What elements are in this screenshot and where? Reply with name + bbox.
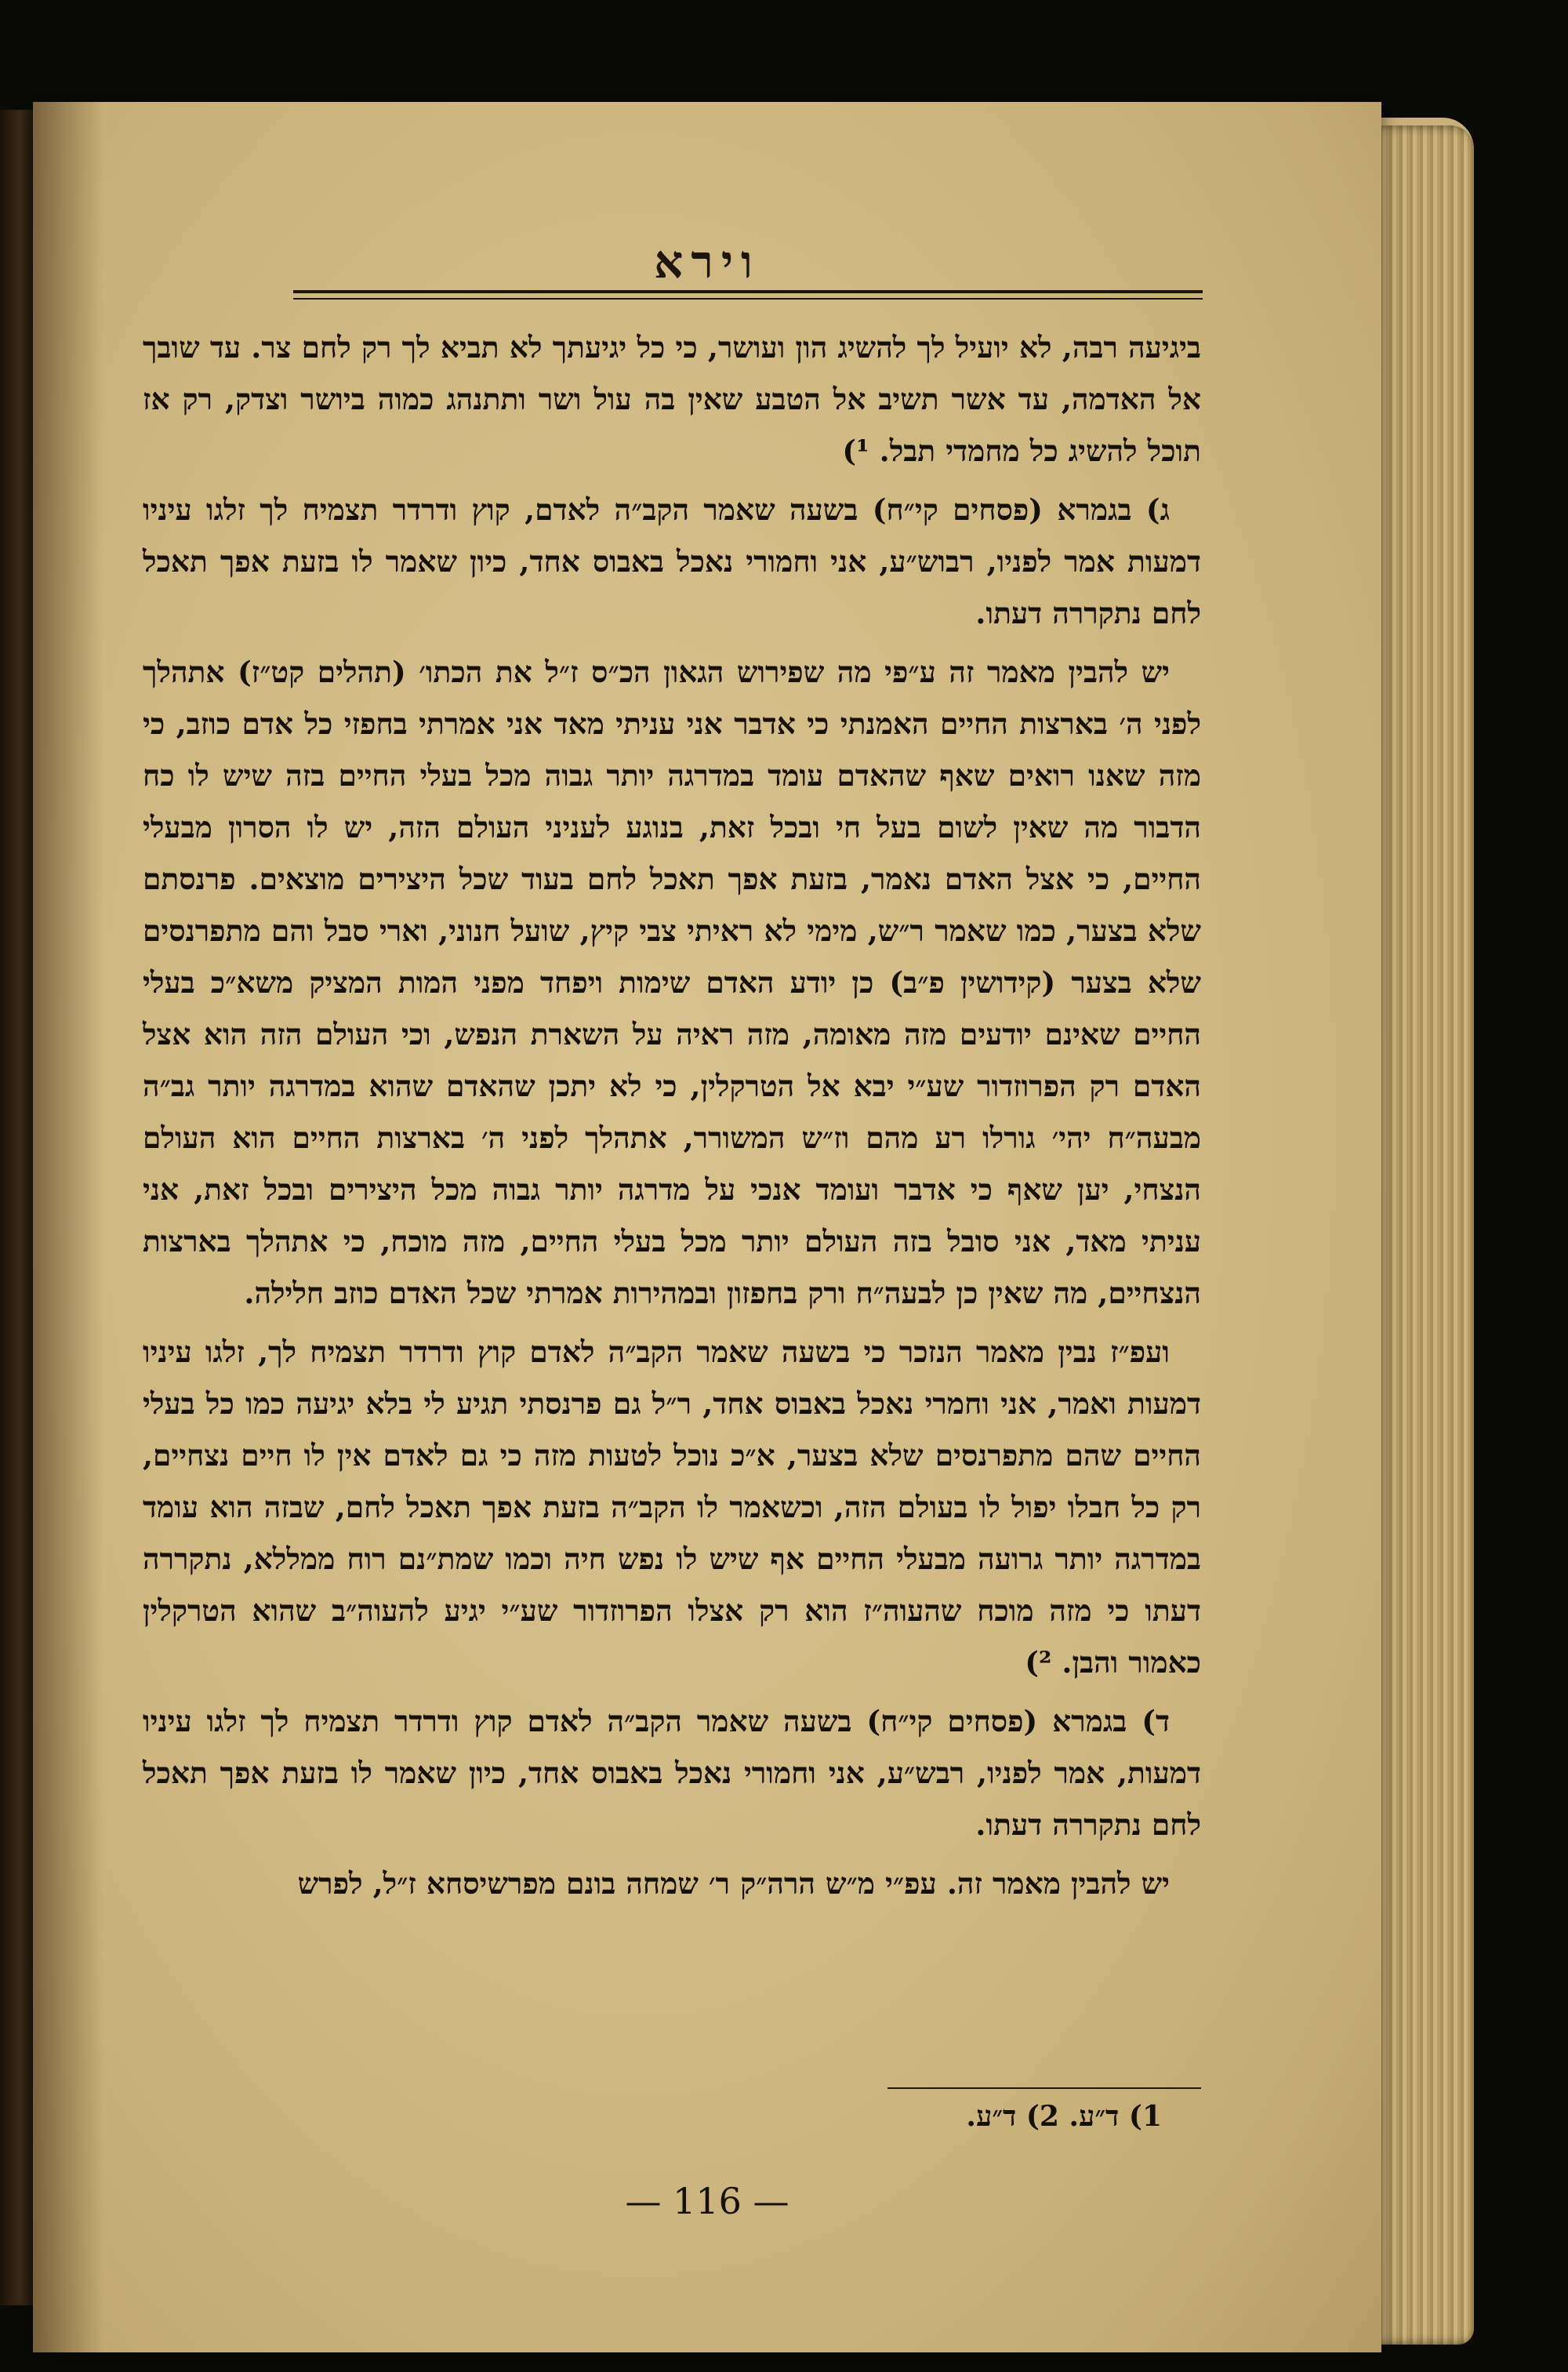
footnotes: 1) ד״ע. 2) ד״ע. (966, 2100, 1162, 2133)
page-number: — 116 — (625, 2180, 789, 2222)
footnote-rule (887, 2087, 1201, 2089)
header-rule-thin (293, 298, 1203, 300)
paragraph: ד) בגמרא (פסחים קי״ח) בשעה שאמר הקב״ה לאדם קוץ ודרדר תצמיח לך זלגו עיניו דמעות, אמר לפניו, רבש״ע, אני וחמורי נאכל באבוס אחד, כיון שאמר לו בזעת אפך תאכל לחם נתקררה דעתו. (143, 1704, 1201, 1842)
paragraph: יש להבין מאמר זה. עפ״י מ״ש הרה״ק ר׳ שמחה בונם מפרשיסחא ז״ל, לפרש (297, 1866, 1170, 1901)
running-head: וירא (654, 235, 760, 289)
gutter-shadow (33, 102, 103, 2352)
paragraph: ביגיעה רבה, לא יועיל לך להשיג הון ועושר, כי כל יגיעתך לא תביא לך רק לחם צר. עד שובך אל האדמה, עד אשר תשיב אל הטבע שאין בה עול ושר ותתנהג כמוה ביושר וצדק, רק אז תוכל להשיג כל מחמדי תבל. ¹) (143, 330, 1201, 468)
header-rule (293, 290, 1203, 293)
paragraph: ג) בגמרא (פסחים קי״ח) בשעה שאמר הקב״ה לאדם, קוץ ודרדר תצמיח לך זלגו עיניו דמעות אמר לפניו, רבוש״ע, אני וחמורי נאכל באבוס אחד, כיון שאמר לו בזעת אפך תאכל לחם נתקררה דעתו. (143, 492, 1201, 630)
paragraph: יש להבין מאמר זה ע״פי מה שפירוש הגאון הכ״ס ז״ל את הכתו׳ (תהלים קט״ז) אתהלך לפני ה׳ בארצות החיים האמנתי כי אדבר אני עניתי מאד אני אמרתי בחפזי כל אדם כוזב, כי מזה שאנו רואים שאף שהאדם עומד במדרגה יותר גבוה מכל בעלי החיים בזה שיש לו כח הדבור מה שאין לשום בעל חי ובכל זאת, בנוגע לעניני העולם הזה, יש לו הסרון מבעלי החיים, כי אצל האדם נאמר, בזעת אפך תאכל לחם בעוד שכל היצירים מוצאים. פרנסתם שלא בצער, כמו שאמר ר״ש, מימי לא ראיתי צבי קיץ, שועל חנוני, וארי סבל והם מתפרנסים שלא בצער (קידושין פ״ב) כן יודע האדם שימות ויפחד מפני המות המציק משא״כ בעלי החיים שאינם יודעים מזה מאומה, מזה ראיה על השארת הנפש, וכי העולם הזה הוא אצל האדם רק הפרוזדור שע״י יבא אל הטרקלין, כי לא יתכן שהאדם שהוא במדרגה יותר גב״ה מבעה״ח יהי׳ גורלו רע מהם וז״ש המשורר, אתהלך לפני ה׳ בארצות החיים הוא העולם הנצחי, יען שאף כי אדבר ועומד אנכי על מדרגה יותר גבוה מכל היצירים ובכל זאת, אני עניתי מאד, אני סובל בזה העולם יותר מכל בעלי החיים, מזה מוכח, כי אתהלך בארצות הנצחיים, מה שאין כן לבעה״ח ורק בחפזון ובמהירות אמרתי שכל האדם כוזב חלילה. (143, 655, 1201, 1310)
paragraph: ועפ״ז נבין מאמר הנזכר כי בשעה שאמר הקב״ה לאדם קוץ ודרדר תצמיח לך, זלגו עיניו דמעות ואמר, אני וחמרי נאכל באבוס אחד, ר״ל גם פרנסתי תגיע לי בלא יגיעה כמו כל בעלי החיים שהם מתפרנסים שלא בצער, א״כ נוכל לטעות מזה כי גם לאדם אין לו חיים נצחיים, רק כל חבלו יפול לו בעולם הזה, וכשאמר לו הקב״ה בזעת אפך תאכל לחם, שבזה הוא עומד במדרגה יותר גרועה מבעלי החיים אף שיש לו נפש חיה וכמו שמת״נם רוח ממללא, נתקררה דעתו כי מזה מוכח שהעוה״ז הוא רק אצלו הפרוזדור שע״י יגיע להעוה״ב שהוא הטרקלין כאמור והבן. ²) (143, 1335, 1201, 1680)
book-page (33, 102, 1381, 2352)
book-spine (0, 110, 33, 2305)
body-text (143, 321, 1201, 1916)
